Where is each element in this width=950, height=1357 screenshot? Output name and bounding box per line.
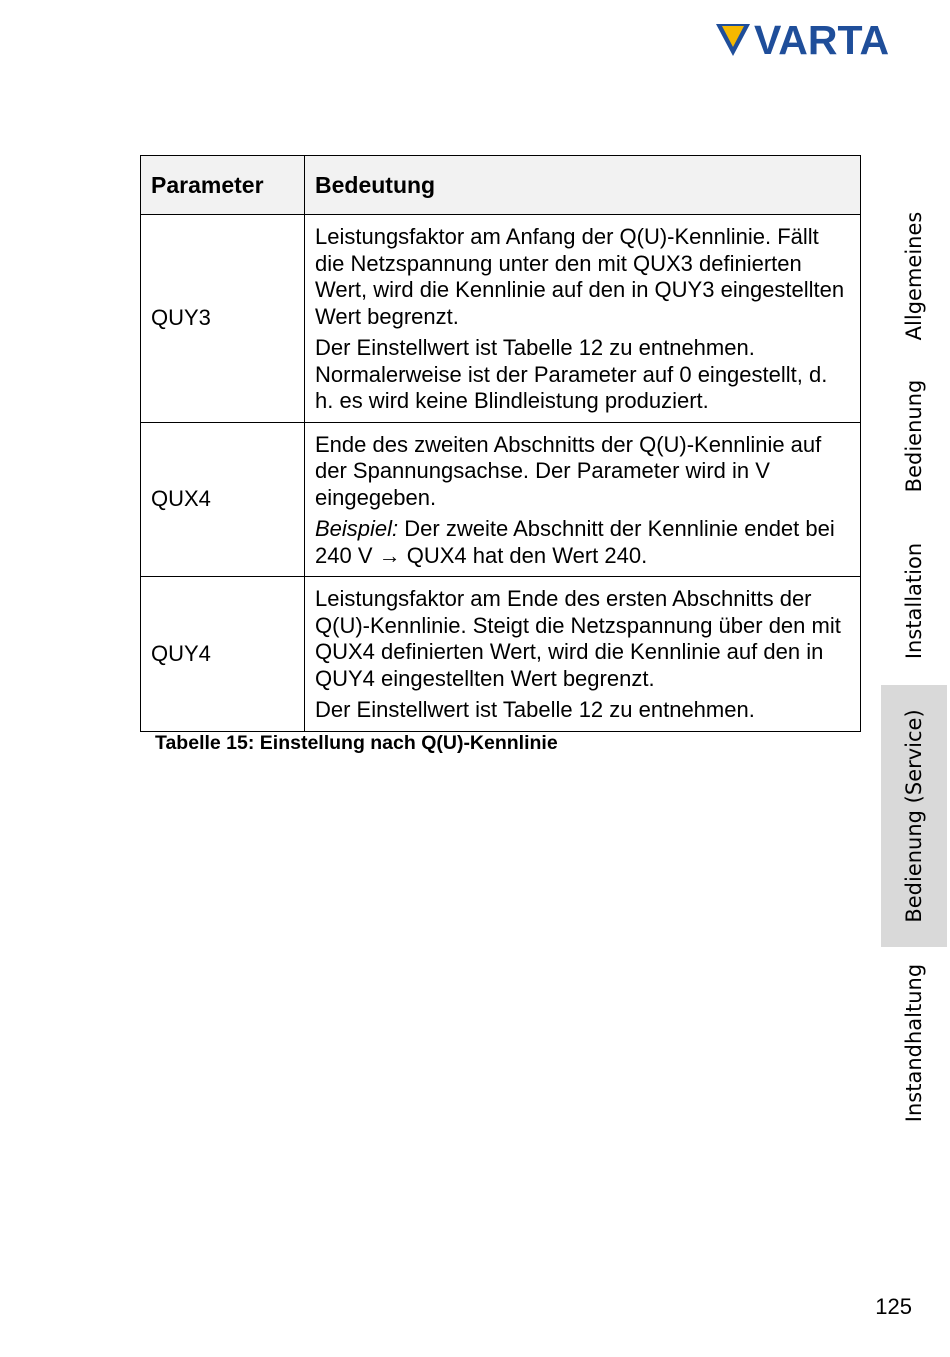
brand-name: VARTA xyxy=(754,17,890,63)
tab-label: Installation xyxy=(902,542,926,660)
description-paragraph: Ende des zweiten Abschnitts der Q(U)-Kennlinie auf der Spannungsachse. Der Parameter wird in V eingegeben. xyxy=(315,431,822,510)
tab-label: Instandhaltung xyxy=(902,963,926,1122)
column-header-parameter: Parameter xyxy=(141,156,305,215)
varta-logo xyxy=(716,17,926,63)
table-row xyxy=(141,577,861,732)
tab-label: Allgemeines xyxy=(902,211,926,341)
description-cell xyxy=(305,577,861,732)
parameter-cell: QUY3 xyxy=(141,215,305,423)
side-navigation-tabs xyxy=(881,200,947,1130)
tab-bedienung-service[interactable] xyxy=(881,685,947,947)
tab-instandhaltung[interactable] xyxy=(881,955,947,1130)
table-row xyxy=(141,422,861,577)
description-paragraph: Leistungsfaktor am Anfang der Q(U)-Kennlinie. Fällt die Netzspannung unter den mit QUX3 definierten Wert, wird die Kennlinie auf den in QUY3 eingestellten Wert begrenzt. xyxy=(315,224,845,329)
description-cell xyxy=(305,215,861,423)
table-row xyxy=(141,215,861,423)
tab-bedienung[interactable] xyxy=(881,360,947,512)
tab-installation[interactable] xyxy=(881,520,947,682)
description-paragraph: Der Einstellwert ist Tabelle 12 zu entnehmen. Normalerweise ist der Parameter auf 0 eingestellt, d. h. es wird keine Blindleistung produziert. xyxy=(315,335,828,413)
example-paragraph xyxy=(315,516,850,569)
description-paragraph: Leistungsfaktor am Ende des ersten Abschnitts der Q(U)-Kennlinie. Steigt die Netzspannung über den mit QUX4 definierten Wert, wird die Kennlinie auf den in QUY4 eingestellten Wert begrenzt. xyxy=(315,586,841,691)
description-paragraph: Der Einstellwert ist Tabelle 12 zu entnehmen. xyxy=(315,697,755,722)
table-header-row xyxy=(141,156,861,215)
tab-allgemeines[interactable] xyxy=(881,200,947,352)
parameter-cell: QUX4 xyxy=(141,422,305,577)
varta-mark-icon xyxy=(716,24,750,56)
parameter-table xyxy=(140,155,861,732)
example-text: Der zweite Abschnitt der Kennlinie endet bei 240 V → QUX4 hat den Wert 240. xyxy=(315,516,835,568)
tab-label: Bedienung xyxy=(902,379,926,493)
tab-label: Bedienung (Service) xyxy=(902,709,926,923)
table-caption: Tabelle 15: Einstellung nach Q(U)-Kennlinie xyxy=(155,732,558,754)
column-header-bedeutung: Bedeutung xyxy=(305,156,861,215)
example-label: Beispiel: xyxy=(315,516,399,541)
page-number: 125 xyxy=(875,1294,912,1319)
description-cell xyxy=(305,422,861,577)
parameter-cell: QUY4 xyxy=(141,577,305,732)
